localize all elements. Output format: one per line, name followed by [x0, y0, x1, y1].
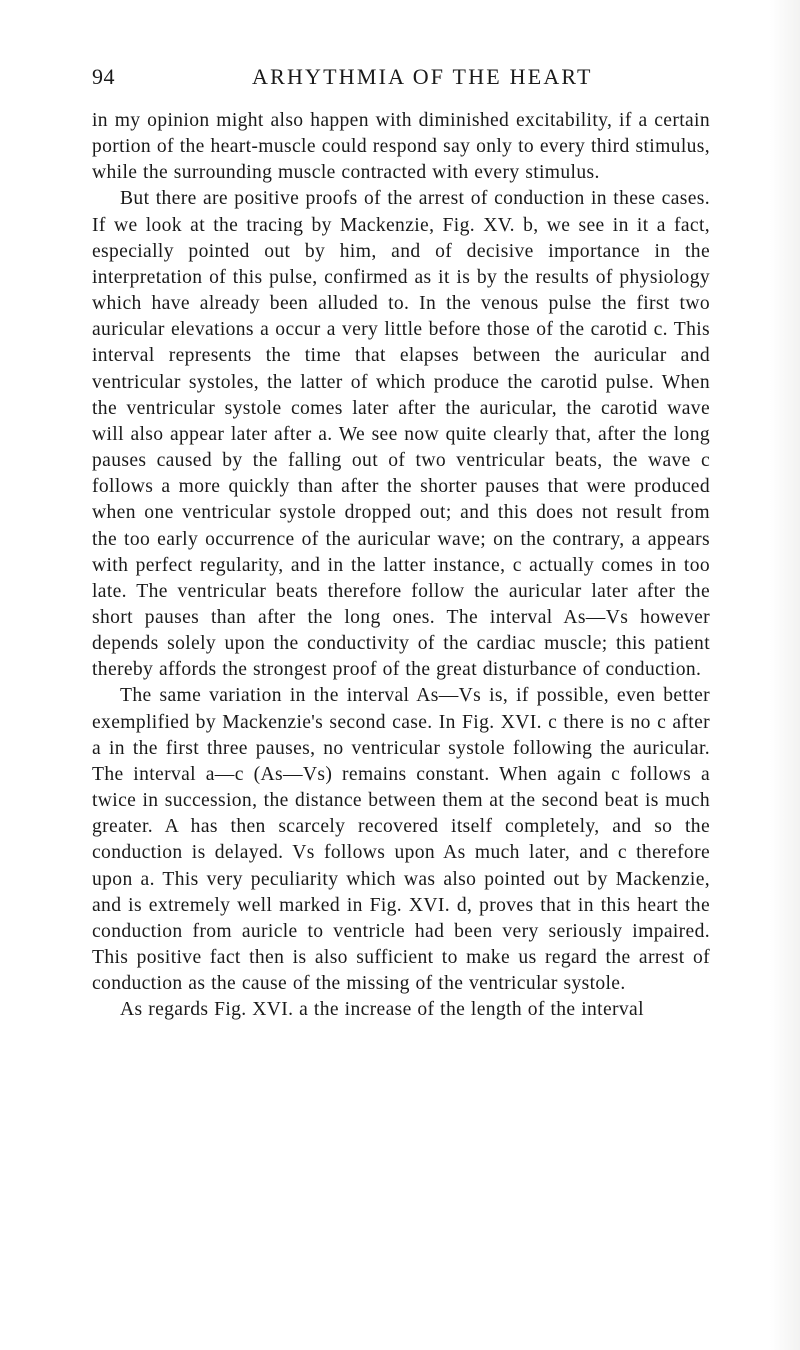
page-number: 94 — [92, 64, 115, 89]
paragraph-3: The same variation in the interval As—Vs is, if possible, even better exemplified by Mackenzie's second case. In Fig. XVI. c there is no c after a in the first three pauses, no ventricular systole following the auricular. The interval a—c (As—Vs) remains constant. When again c follows a twice in succession, the distance between them at the second beat is much greater. A has then scarcely recovered itself completely, and so the conduction is delayed. Vs follows upon As much later, and c therefore upon a. This very peculiarity which was also pointed out by Mackenzie, and is extremely well marked in Fig. XVI. d, proves that in this heart the conduction from auricle to ventricle had been very seriously impaired. This positive fact then is also sufficient to make us regard the arrest of conduction as the cause of the missing of the ventricular systole. — [92, 685, 710, 995]
page-edge-shadow — [770, 0, 800, 1350]
paragraph-4: As regards Fig. XVI. a the increase of the length of the interval — [120, 999, 644, 1021]
paragraph-2: But there are positive proofs of the arrest of conduction in these cases. If we look at the tracing by Mackenzie, Fig. XV. b, we see in it a fact, especially pointed out by him, and of decisive importance in the interpretation of this pulse, confirmed as it is by the results of physiology which have already been alluded to. In the venous pulse the first two auricular elevations a occur a very little before those of the carotid c. This interval represents the time that elapses between the auricular and ventricular systoles, the latter of which produce the carotid pulse. When the ventricular systole comes later after the auricular, the carotid wave will also appear later after a. We see now quite clearly that, after the long pauses caused by the falling out of two ventricular beats, the wave c follows a more quickly than after the shorter pauses that were produced when one ventricular systole dropped out; and this does not result from the too early occurrence of the auricular wave; on the contrary, a appears with perfect regularity, and in the latter instance, c actually comes in too late. The ventricular beats therefore follow the auricular later after the short pauses than after the long ones. The interval As—Vs however depends solely upon the conductivity of the cardiac muscle; this patient thereby affords the strongest proof of the great disturbance of conduction. — [92, 188, 710, 681]
body-text — [92, 108, 710, 1023]
page-header — [92, 64, 710, 94]
paragraph-1: in my opinion might also happen with diminished excitability, if a certain portion of the heart-muscle could respond say only to every third stimulus, while the surrounding muscle contracted with every stimulus. — [92, 110, 710, 184]
running-head: ARHYTHMIA OF THE HEART — [252, 64, 593, 89]
